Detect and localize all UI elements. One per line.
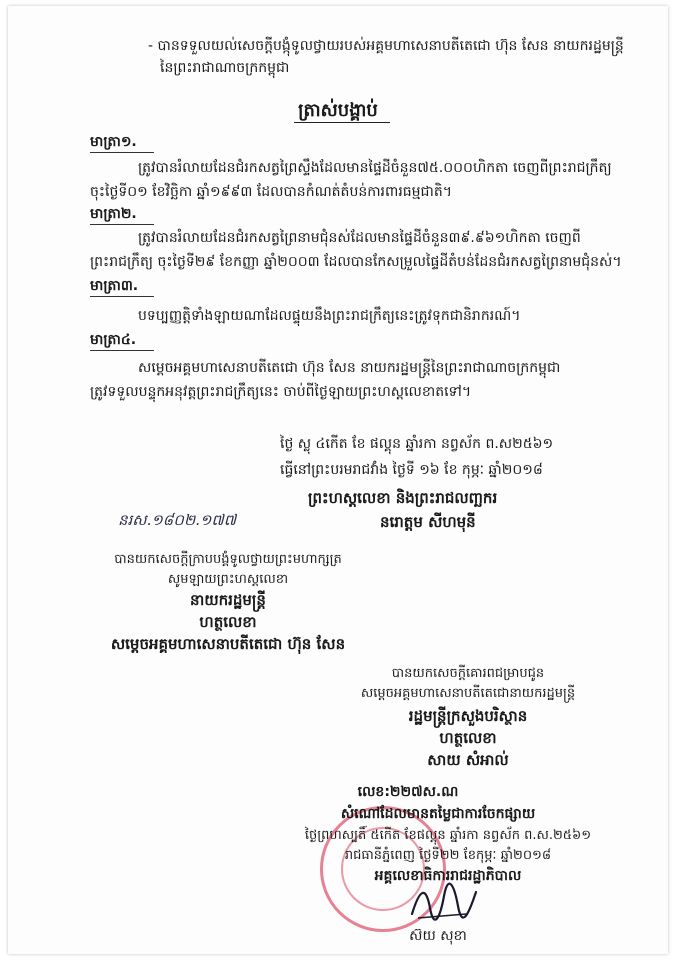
minister-signature-label: ហត្ថលេខា: [439, 729, 497, 747]
reference-number: នរស.១៨០២.១៧៧: [118, 511, 237, 529]
article-4-line-1: សម្តេចអគ្គមហាសេនាបតីតេជោ ហ៊ុន សែន នាយករដ្ឋមន្ត្រីនៃព្រះរាជាណាចក្រកម្ពុជា: [138, 360, 561, 376]
article-1-line-1: ត្រូវបានរំលាយដែនជំរកសត្វព្រៃស្ទឹងដែលមានផ្ទៃដីចំនួន៧៥.០០០ហិកតា ចេញពីព្រះរាជក្រឹត្យ: [138, 160, 612, 176]
certification-solar-date: រាជធានីភ្នំពេញ ថ្ងៃទី២២ ខែកុម្ភៈ ឆ្នាំ២០១៨: [344, 848, 552, 863]
minister-block-line-1: បានយកសេចក្តីគោរពជម្រាបជូន: [391, 666, 545, 681]
royal-signature-title: ព្រះហស្តលេខា និងព្រះរាជលញ្ឆករ: [308, 489, 498, 507]
certification-number: លេខ:២២៧ស.ណ: [357, 784, 459, 800]
certification-signer: ស៊យ សុខា: [409, 928, 467, 944]
minister-title: រដ្ឋមន្ត្រីក្រសួងបរិស្ថាន: [408, 707, 528, 725]
header-bullet-line-2: នៃព្រះរាជាណាចក្រកម្ពុជា: [160, 60, 290, 76]
article-1-label: មាត្រា១.: [90, 134, 137, 150]
article-2-label: មាត្រា២.: [90, 206, 137, 222]
certification-copy-line: សំណៅដែលមានតម្លៃជាការចែកផ្សាយ: [340, 806, 536, 822]
article-2-underline: [90, 224, 154, 225]
date-lunar: ថ្ងៃ ស្លុ ៤កើត ខែ ផល្គុន ឆ្នាំរកា នព្វស័ក ព.ស២៥៦១: [280, 436, 554, 452]
date-solar: ធ្វើនៅព្រះបរមរាជវាំង ថ្ងៃទី ១៦ ខែ កុម្ភៈ ឆ្នាំ២០១៨: [280, 462, 543, 478]
article-3-underline: [90, 296, 154, 297]
pm-name: សម្តេចអគ្គមហាសេនាបតីតេជោ ហ៊ុន សែន: [110, 635, 346, 653]
title-underline: [294, 122, 390, 123]
pm-signature-label: ហត្ថលេខា: [199, 613, 257, 631]
article-4-underline: [90, 350, 154, 351]
pm-block-line-2: សូមឡាយព្រះហស្តលេខា: [167, 572, 289, 587]
article-3-line-1: បទប្បញ្ញត្តិទាំងឡាយណាដែលផ្ទុយនឹងព្រះរាជក្រឹត្យនេះត្រូវទុកជានិរាករណ៍។: [138, 308, 521, 324]
document-title: ត្រាស់បង្គាប់: [298, 100, 378, 121]
article-4-label: មាត្រា៤.: [90, 332, 137, 348]
article-3-label: មាត្រា៣.: [90, 278, 139, 294]
document-page: [8, 6, 668, 954]
header-bullet-line-1: - បានទទួលយល់សេចក្តីបង្កុំទូលថ្វាយរបស់អគ្គមហាសេនាបតីតេជោ ហ៊ុន សែន នាយករដ្ឋមន្ត្រី: [148, 38, 624, 54]
minister-name: សាយ សំអាល់: [427, 751, 509, 769]
article-1-line-2: ចុះថ្ងៃទី០១ ខែវិច្ឆិកា ឆ្នាំ១៩៩៣ ដែលបានកំណត់តំបន់ការពារធម្មជាតិ។: [90, 184, 452, 200]
article-1-underline: [90, 152, 154, 153]
royal-signer-name: នរោត្តម សីហមុនី: [380, 513, 476, 531]
certification-office: អគ្គលេខាធិការរាជរដ្ឋាភិបាល: [374, 868, 522, 884]
pm-title: នាយករដ្ឋមន្ត្រី: [190, 591, 266, 609]
handwritten-signature-icon: [404, 878, 484, 926]
certification-lunar-date: ថ្ងៃព្រហស្បតិ៍ ៥កើត ខែផល្គុន ឆ្នាំរកា នព្វស័ក ព.ស.២៥៦១: [304, 828, 592, 843]
article-2-line-2: ព្រះរាជក្រឹត្យ ចុះថ្ងៃទី២៩ ខែកញ្ញា ឆ្នាំ២០០៣ ដែលបានកែសម្រួលផ្ទៃដីតំបន់ដែនជំរកសត្វព្រៃនាមជុំនស់។: [90, 254, 622, 270]
pm-block-line-1: បានយកសេចក្តីក្រាបបង្គំទូលថ្វាយព្រះមហាក្សត្រ: [114, 552, 342, 567]
article-4-line-2: ត្រូវទទួលបន្ទុកអនុវត្តព្រះរាជក្រឹត្យនេះ ចាប់ពីថ្ងៃឡាយព្រះហស្តលេខាតទៅ។: [90, 384, 472, 400]
minister-block-line-2: សម្តេចអគ្គមហាសេនាបតីតេជោនាយករដ្ឋមន្ត្រី: [360, 686, 576, 701]
article-2-line-1: ត្រូវបានរំលាយដែនជំរកសត្វព្រៃនាមជុំនស់ដែលមានផ្ទៃដីចំនួន៣៩.៩៦១ហិកតា ចេញពី: [138, 230, 581, 246]
